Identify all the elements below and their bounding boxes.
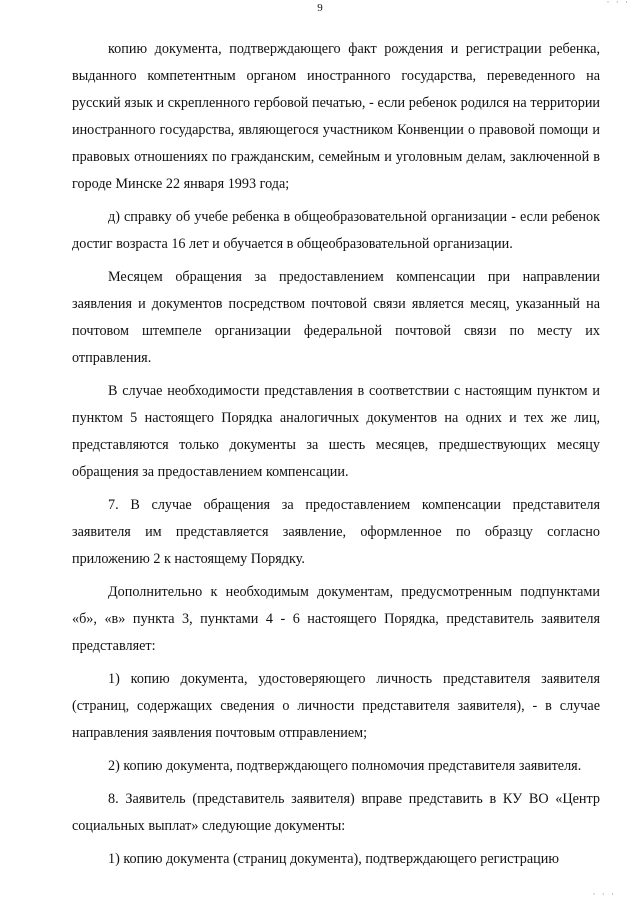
document-body [72,36,600,873]
paragraph-additional-documents: Дополнительно к необходимым документам, предусмотренным подпунктами «б», «в» пункта 3, пунктами 4 - 6 настоящего Порядка, представитель заявителя представляет: [72,584,600,654]
paragraph-duplicate-documents: В случае необходимости представления в соответствии с настоящим пунктом и пунктом 5 настоящего Порядка аналогичных документов на одних и тех же лиц, представляются только документы за шесть месяцев, предшествующих месяцу обращения за предоставлением компенсации. [72,383,600,480]
paragraph-item-1-identity: 1) копию документа, удостоверяющего личность представителя заявителя (страниц, содержащих сведения о личности представителя заявителя), - в случае направления заявления почтовым отправлением; [72,671,600,741]
paragraph-clause-7: 7. В случае обращения за предоставлением компенсации представителя заявителя им представляется заявление, оформленное по образцу согласно приложению 2 к настоящему Порядку. [72,497,600,567]
paragraph-school-certificate: д) справку об учебе ребенка в общеобразовательной организации - если ребенок достиг возраста 16 лет и обучается в общеобразовательной организации. [72,209,600,252]
paragraph-item-2-authority: 2) копию документа, подтверждающего полномочия представителя заявителя. [108,758,582,774]
paragraph-item-1-registration: 1) копию документа (страниц документа), подтверждающего регистрацию [108,851,559,867]
paragraph-month-of-application: Месяцем обращения за предоставлением компенсации при направлении заявления и документов посредством почтовой связи является месяц, указанный на почтовом штемпеле организации федеральной почтовой связи по месту их отправления. [72,269,600,366]
scan-mark-bottom: · · · [592,889,616,899]
scan-mark-top: · · · [606,0,630,7]
page-number: 9 [317,2,323,14]
paragraph-birth-document: копию документа, подтверждающего факт рождения и регистрации ребенка, выданного компетентным органом иностранного государства, переведенного на русский язык и скрепленного гербовой печатью, - если ребенок родился на территории иностранного государства, являющегося участником Конвенции о правовой помощи и правовых отношениях по гражданским, семейным и уголовным делам, заключенной в городе Минске 22 января 1993 года; [72,41,600,192]
paragraph-clause-8: 8. Заявитель (представитель заявителя) вправе представить в КУ ВО «Центр социальных выплат» следующие документы: [72,791,600,834]
